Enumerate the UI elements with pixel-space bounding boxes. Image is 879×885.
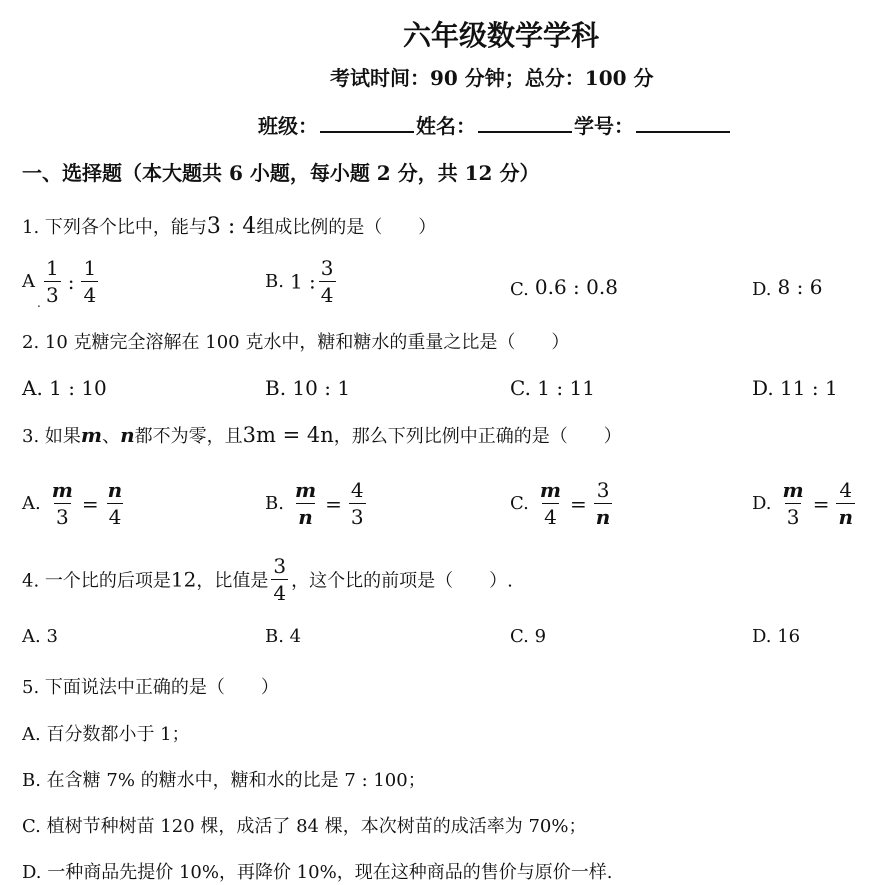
stray-dot: . <box>37 296 41 310</box>
denominator: 4 <box>83 283 97 307</box>
q1-b-fraction <box>319 258 336 305</box>
separator: 、 <box>102 426 121 447</box>
equals-sign: = <box>570 491 587 516</box>
denominator: 3 <box>46 283 59 307</box>
student-info-line <box>258 110 732 139</box>
q3-option-a[interactable] <box>22 480 127 527</box>
q5-option-a[interactable]: A. 百分数都小于 1； <box>22 724 190 745</box>
q3-d-right-fraction <box>836 480 855 527</box>
question-4-fraction <box>271 556 288 603</box>
q3-option-b-label: B. <box>265 493 284 514</box>
q5-option-d[interactable]: D. 一种商品先提价 10%，再降价 10%，现在这种商品的售价与原价一样. <box>22 862 613 883</box>
denominator: 3 <box>350 505 364 529</box>
q2-option-d[interactable]: D. 11 : 1 <box>752 376 838 400</box>
q1-option-b[interactable] <box>265 258 339 305</box>
question-1 <box>22 213 436 239</box>
question-3-equation: 3m = 4n <box>242 423 334 447</box>
q3-a-left-fraction <box>50 480 75 527</box>
question-1-suffix: 组成比例的是（ ） <box>256 217 437 238</box>
denominator: n <box>838 505 853 529</box>
q4-option-c[interactable]: C. 9 <box>510 626 547 647</box>
q1-b-left: 1 : <box>289 269 316 294</box>
id-label: 学号： <box>574 114 634 138</box>
q1-option-d-label: D. <box>752 278 772 300</box>
numerator: m <box>51 478 73 502</box>
q1-option-c-text: 0.6 : 0.8 <box>534 275 618 299</box>
q2-option-c[interactable]: C. 1 : 11 <box>510 376 595 400</box>
numerator: 3 <box>320 256 334 280</box>
variable-n: n <box>120 423 135 447</box>
question-4-prefix: 4. 一个比的后项是 <box>22 570 171 592</box>
denominator: 4 <box>108 505 122 529</box>
q5-option-b[interactable]: B. 在含糖 7% 的糖水中，糖和水的比是 7 : 100； <box>22 770 426 791</box>
question-3-prefix: 3. 如果 <box>22 426 81 447</box>
q1-option-d-text: 8 : 6 <box>777 275 823 299</box>
id-blank[interactable] <box>636 113 730 133</box>
q1-option-a[interactable] <box>22 258 101 305</box>
question-3-suffix: ，那么下列比例中正确的是（ ） <box>333 426 622 447</box>
exam-info: 考试时间：90 分钟；总分：100 分 <box>330 66 654 90</box>
class-label: 班级： <box>258 114 318 138</box>
question-5: 5. 下面说法中正确的是（ ） <box>22 677 279 698</box>
q1-a-fraction-1 <box>44 258 61 305</box>
numerator: m <box>294 478 317 502</box>
question-1-ratio: 3 : 4 <box>206 214 257 239</box>
ratio-colon: : <box>67 269 75 294</box>
q3-b-left-fraction <box>293 480 318 527</box>
numerator: 4 <box>839 478 853 502</box>
q3-option-d[interactable] <box>752 480 858 527</box>
q3-option-c-label: C. <box>510 493 529 514</box>
question-4-suffix: ，这个比的前项是（ ）. <box>291 570 513 592</box>
numerator: 3 <box>596 478 610 502</box>
question-4-mid: ，比值是 <box>196 570 269 592</box>
numerator: m <box>539 478 562 502</box>
question-1-prefix: 1. 下列各个比中，能与 <box>22 217 207 238</box>
equals-sign: = <box>812 491 830 516</box>
q4-option-d[interactable]: D. 16 <box>752 626 801 647</box>
q2-option-a[interactable]: A. 1 : 10 <box>22 376 107 400</box>
question-2: 2. 10 克糖完全溶解在 100 克水中，糖和糖水的重量之比是（ ） <box>22 332 570 353</box>
q3-option-a-label: A. <box>22 493 41 514</box>
q1-a-fraction-2 <box>81 258 98 305</box>
numerator: 4 <box>350 478 364 502</box>
class-blank[interactable] <box>320 113 414 133</box>
denominator: 3 <box>786 505 800 529</box>
name-label: 姓名： <box>416 114 476 138</box>
question-3 <box>22 422 622 448</box>
q4-option-b[interactable]: B. 4 <box>265 626 302 647</box>
q5-option-c[interactable]: C. 植树节种树苗 120 棵，成活了 84 棵，本次树苗的成活率为 70%； <box>22 816 587 837</box>
equals-sign: = <box>325 491 342 516</box>
question-4-back-term: 12 <box>170 567 197 592</box>
q2-option-b[interactable]: B. 10 : 1 <box>265 376 351 400</box>
page-title: 六年级数学学科 <box>403 19 600 52</box>
q1-option-d[interactable] <box>752 275 822 300</box>
q3-b-right-fraction <box>349 480 366 527</box>
numerator: n <box>107 478 123 502</box>
denominator: 4 <box>273 581 287 605</box>
numerator: 1 <box>83 256 97 280</box>
numerator: 1 <box>46 256 59 280</box>
q3-d-left-fraction <box>781 480 806 527</box>
q3-option-c[interactable] <box>510 480 615 527</box>
variable-m: m <box>80 423 103 447</box>
denominator: 4 <box>320 283 334 307</box>
denominator: 3 <box>55 505 69 529</box>
q3-a-right-fraction <box>106 480 125 527</box>
q1-option-b-label: B. <box>265 271 284 292</box>
question-3-mid: 都不为零，且 <box>134 426 243 447</box>
numerator: m <box>782 478 804 502</box>
q1-option-c-label: C. <box>510 278 529 300</box>
numerator: 3 <box>273 554 287 578</box>
q3-option-b[interactable] <box>265 480 369 527</box>
name-blank[interactable] <box>478 113 572 133</box>
denominator: n <box>298 505 313 529</box>
q3-c-left-fraction <box>538 480 563 527</box>
question-4 <box>22 556 513 603</box>
denominator: 4 <box>544 505 557 529</box>
denominator: n <box>595 505 611 529</box>
q1-option-c[interactable] <box>510 275 618 300</box>
equals-sign: = <box>81 491 99 516</box>
q3-option-d-label: D. <box>752 493 772 514</box>
q4-option-a[interactable]: A. 3 <box>22 626 58 647</box>
q1-option-a-label: A <box>22 271 35 292</box>
q3-c-right-fraction <box>594 480 613 527</box>
section-heading: 一、选择题（本大题共 6 小题，每小题 2 分，共 12 分） <box>22 161 540 185</box>
